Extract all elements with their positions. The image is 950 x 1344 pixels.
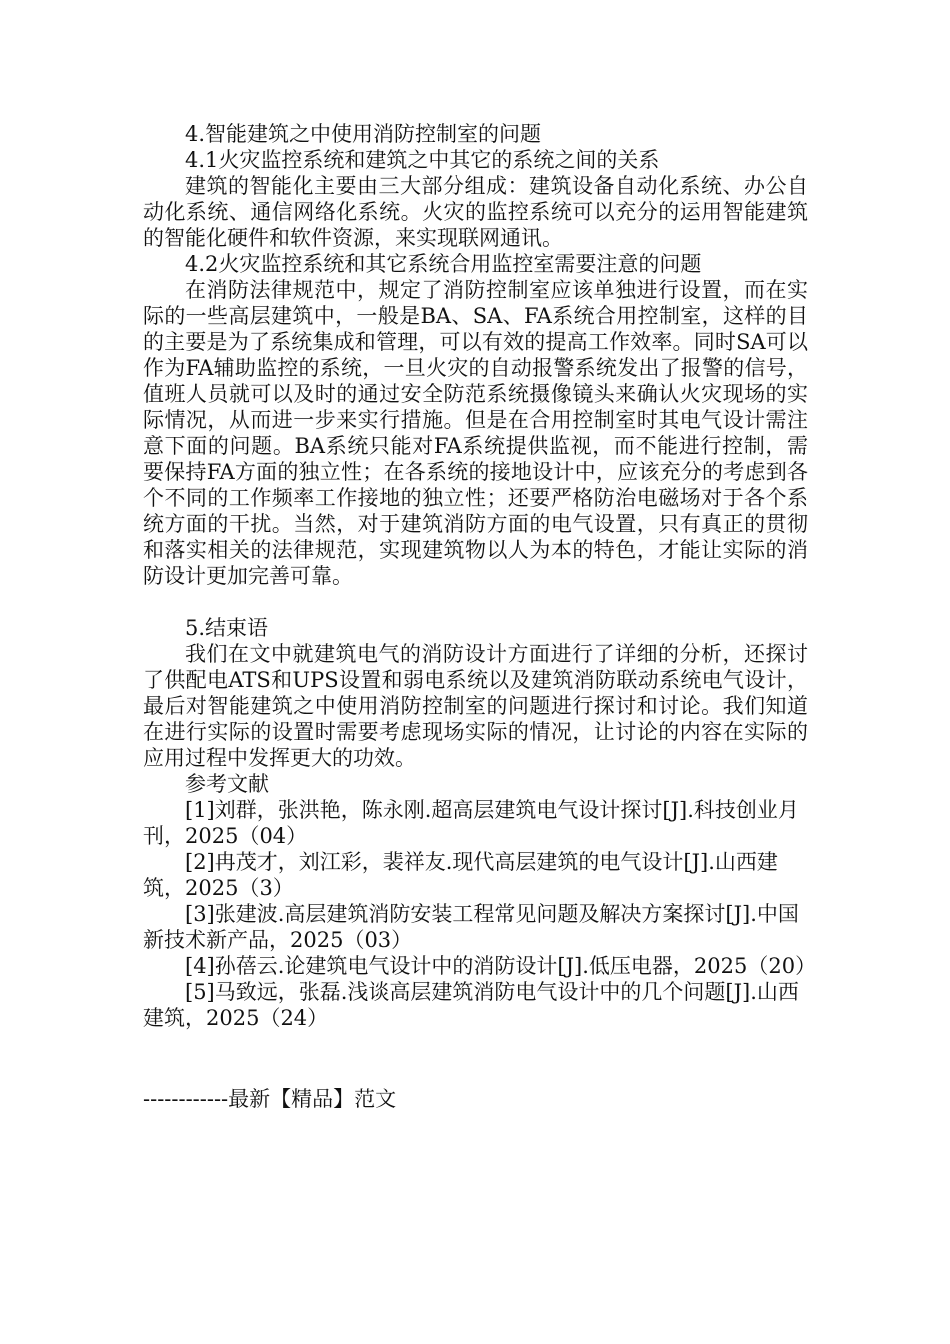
section-4-heading: 4.智能建筑之中使用消防控制室的问题 — [185, 122, 542, 146]
document-page — [143, 121, 817, 1112]
reference-item-4: [4]孙蓓云.论建筑电气设计中的消防设计[J].低压电器，2025（20） — [185, 954, 817, 978]
references-heading: 参考文献 — [185, 772, 269, 796]
section-spacer — [143, 589, 808, 615]
reference-item-3: [3]张建波.高层建筑消防安装工程常见问题及解决方案探讨[J].中国新技术新产品，2025（03） — [143, 902, 799, 952]
section-4-2-heading: 4.2火灾监控系统和其它系统合用监控室需要注意的问题 — [185, 252, 702, 276]
reference-item-5: [5]马致远，张磊.浅谈高层建筑消防电气设计中的几个问题[J].山西建筑，2025（24） — [143, 980, 799, 1030]
section-4-2-paragraph: 在消防法律规范中，规定了消防控制室应该单独进行设置，而在实际的一些高层建筑中，一般是BA、SA、FA系统合用控制室，这样的目的主要是为了系统集成和管理，可以有效的提高工作效率。同时SA可以作为FA辅助监控的系统，一旦火灾的自动报警系统发出了报警的信号，值班人员就可以及时的通过安全防范系统摄像镜头来确认火灾现场的实际情况，从而进一步来实行措施。但是在合用控制室时其电气设计需注意下面的问题。BA系统只能对FA系统提供监视，而不能进行控制，需要保持FA方面的独立性；在各系统的接地设计中，应该充分的考虑到各个不同的工作频率工作接地的独立性；还要严格防治电磁场对于各个系统方面的干扰。当然，对于建筑消防方面的电气设置，只有真正的贯彻和落实相关的法律规范，实现建筑物以人为本的特色，才能让实际的消防设计更加完善可靠。 — [143, 278, 808, 588]
reference-item-2: [2]冉茂才，刘江彩，裴祥友.现代高层建筑的电气设计[J].山西建筑，2025（3） — [143, 850, 778, 900]
footer-text: ------------最新【精品】范文 — [143, 1087, 397, 1111]
section-4-1-heading: 4.1火灾监控系统和建筑之中其它的系统之间的关系 — [185, 148, 660, 172]
section-5-paragraph: 我们在文中就建筑电气的消防设计方面进行了详细的分析，还探讨了供配电ATS和UPS设置和弱电系统以及建筑消防联动系统电气设计，最后对智能建筑之中使用消防控制室的问题进行探讨和讨论。我们知道在进行实际的设置时需要考虑现场实际的情况，让讨论的内容在实际的应用过程中发挥更大的功效。 — [143, 642, 808, 770]
reference-item-1: [1]刘群，张洪艳，陈永刚.超高层建筑电气设计探讨[J].科技创业月刊，2025（04） — [143, 798, 799, 848]
section-4-1-paragraph: 建筑的智能化主要由三大部分组成：建筑设备自动化系统、办公自动化系统、通信网络化系统。火灾的监控系统可以充分的运用智能建筑的智能化硬件和软件资源，来实现联网通讯。 — [143, 174, 808, 250]
section-5-heading: 5.结束语 — [185, 616, 269, 640]
